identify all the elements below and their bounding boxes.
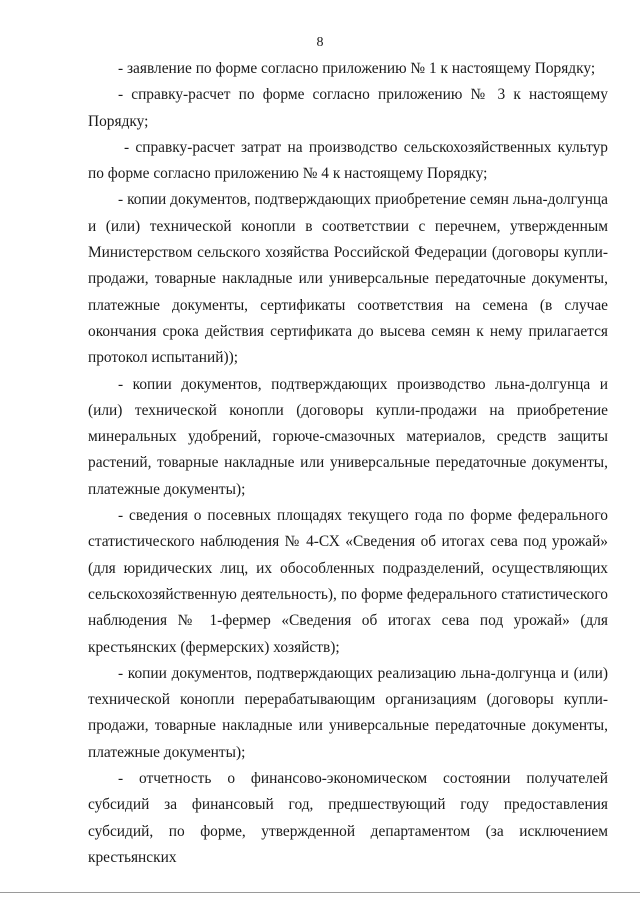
paragraph-production-documents: - копии документов, подтверждающих производство льна-долгунца и (или) технической конопли (договоры купли-продажи на приобретение минеральных удобрений, горюче-смазочных материалов, средств защиты растений, товарные накладные или универсальные передаточные документы, платежные документы); <box>88 375 608 498</box>
paragraph-sown-area-statistics: - сведения о посевных площадях текущего года по форме федерального статистического наблюдения № 4-СХ «Сведения об итогах сева под урожай» (для юридических лиц, их обособленных подразделений, осуществляющих сельскохозяйственную деятельность), по форме федерального статистического наблюдения № 1-фермер «Сведения об итогах сева под урожай» (для крестьянских (фермерских) хозяйств); <box>88 507 608 656</box>
page-number: 8 <box>316 35 324 50</box>
paragraph-financial-reporting: - отчетность о финансово-экономическом состоянии получателей субсидий за финансовый год, предшествующий году предоставления субсидий, по форме, утвержденной департаментом (за исключением крестьянских <box>88 770 608 866</box>
page-bottom-edge <box>0 892 640 893</box>
paragraph-cost-calculation: - справку-расчет затрат на производство сельскохозяйственных культур по форме согласно приложению № 4 к настоящему Порядку; <box>88 138 608 183</box>
paragraph-seed-purchase-documents: - копии документов, подтверждающих приобретение семян льна-долгунца и (или) технической конопли в соответствии с перечнем, утвержденным Министерством сельского хозяйства Российской Федерации (договоры купли-продажи, товарные накладные или универсальные передаточные документы, платежные документы, сертификаты соответствия на семена (в случае окончания срока действия сертификата до высева семян к нему прилагается протокол испытаний)); <box>88 191 608 367</box>
paragraph-application-form: - заявление по форме согласно приложению № 1 к настоящему Порядку; <box>118 60 596 77</box>
paragraph-sale-documents: - копии документов, подтверждающих реализацию льна-долгунца и (или) технической конопли перерабатывающим организациям (договоры купли-продажи, товарные накладные или универсальные передаточные документы, платежные документы); <box>88 664 608 761</box>
document-body <box>88 56 608 871</box>
paragraph-calculation-certificate: - справку-расчет по форме согласно приложению № 3 к настоящему Порядку; <box>88 86 608 130</box>
